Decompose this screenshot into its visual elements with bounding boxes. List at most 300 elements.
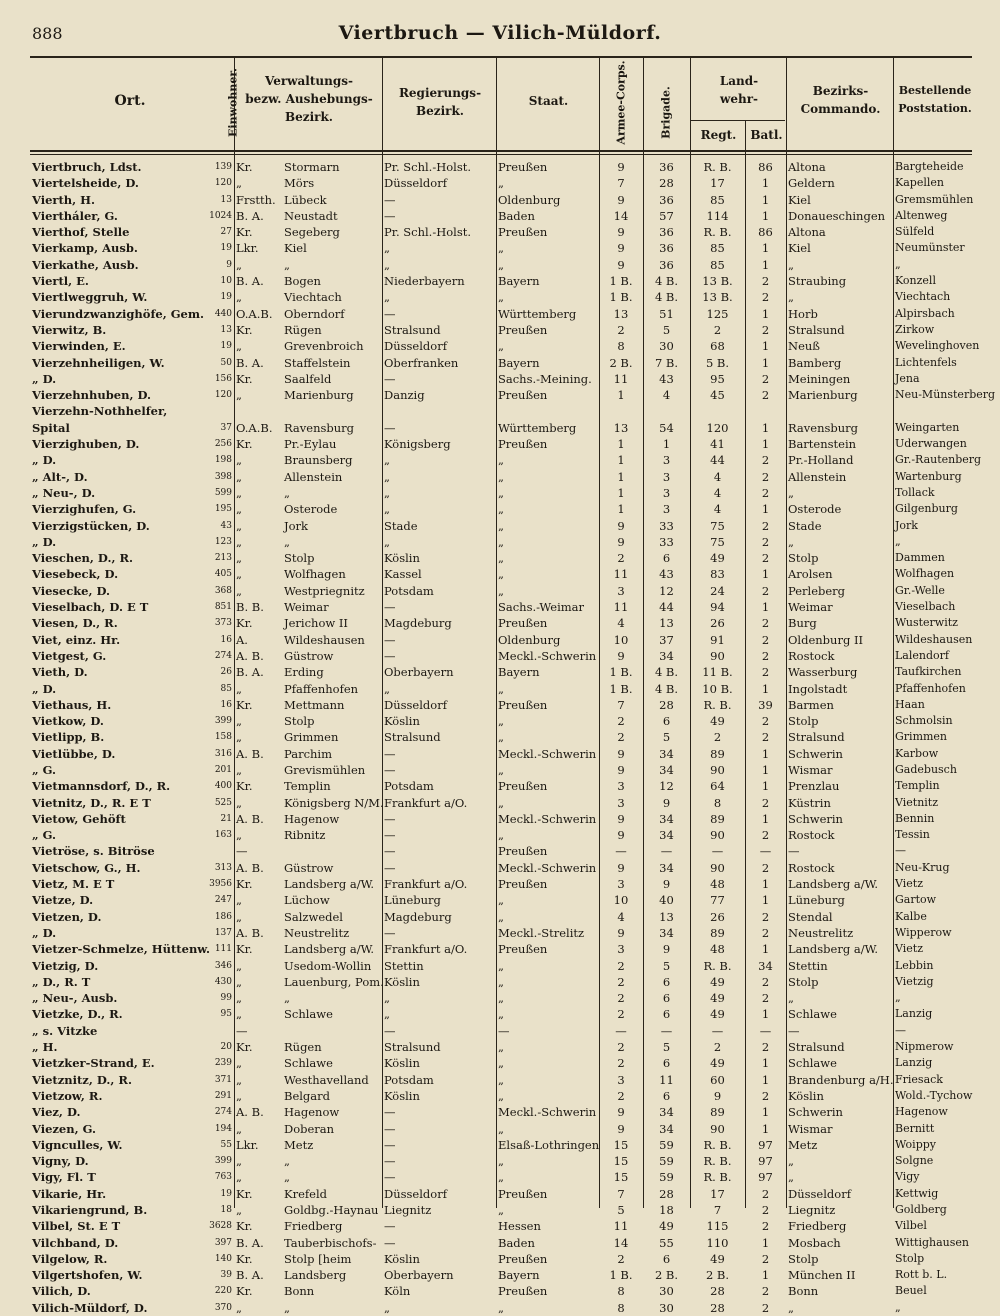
cell-ort: „ Neu-, D. xyxy=(32,485,96,500)
cell-bezirks-commando: Oldenburg II xyxy=(788,632,864,647)
cell-brigade: 36 xyxy=(659,160,674,174)
cell-bezirks-commando: Altona xyxy=(788,160,826,174)
table-row xyxy=(30,371,972,387)
table-row xyxy=(30,452,972,468)
cell-landwehr-batl xyxy=(745,403,786,419)
cell-landwehr-batl: 1 xyxy=(761,420,770,435)
cell-ort: Vierzighufen, G. xyxy=(32,502,137,517)
cell-staat: Preußen xyxy=(498,160,548,174)
cell-einwohner: 55 xyxy=(220,1139,232,1150)
header-ort: Ort. xyxy=(114,93,146,109)
cell-verwaltung-bezirk: Landsberg a/W. xyxy=(284,877,375,892)
table-row xyxy=(30,876,972,892)
cell-poststation: Stolp xyxy=(895,1251,925,1265)
cell-ort: Vieth, D. xyxy=(32,665,88,680)
cell-einwohner: 194 xyxy=(214,1123,232,1134)
cell-verwaltung-type: Lkr. xyxy=(236,241,259,256)
cell-einwohner: 18 xyxy=(220,1205,232,1215)
cell-landwehr-batl: 86 xyxy=(758,225,773,240)
cell-landwehr-regt: 49 xyxy=(710,974,725,989)
cell-bezirks-commando: Bartenstein xyxy=(788,437,857,452)
cell-bezirks-commando: Wismar xyxy=(788,1121,833,1136)
cell-verwaltung-type: Kr. xyxy=(236,437,253,452)
cell-ort: Vierzehn-Nothhelfer, xyxy=(32,404,168,419)
cell-armee-corps: 2 xyxy=(617,551,625,566)
cell-einwohner: 198 xyxy=(214,455,232,466)
cell-bezirks-commando: Friedberg xyxy=(788,1219,847,1234)
cell-ort: Vietkow, D. xyxy=(32,714,104,729)
cell-einwohner: 256 xyxy=(214,439,232,450)
cell-landwehr-regt: 26 xyxy=(710,616,725,631)
cell-einwohner: 120 xyxy=(214,390,232,401)
cell-landwehr-batl: 2 xyxy=(761,274,770,289)
cell-poststation: Woippy xyxy=(895,1137,936,1151)
table-row xyxy=(30,1169,972,1185)
cell-verwaltung-type: „ xyxy=(236,388,242,403)
cell-brigade: 6 xyxy=(662,974,671,989)
cell-verwaltung-type: A. B. xyxy=(236,925,264,940)
cell-staat: „ xyxy=(498,583,504,598)
cell-regierungsbezirk: Pr. Schl.-Holst. xyxy=(384,160,472,174)
landwehr-subrule xyxy=(690,120,785,121)
cell-poststation: Nipmerow xyxy=(895,1040,954,1054)
cell-brigade: 13 xyxy=(659,616,674,631)
cell-verwaltung-type: Kr. xyxy=(236,616,253,631)
cell-ort: Vikariengrund, B. xyxy=(32,1203,148,1217)
table-row xyxy=(30,1218,972,1234)
cell-armee-corps: 1 xyxy=(617,388,625,403)
cell-staat: — xyxy=(498,1023,510,1038)
cell-ort: Vierth, H. xyxy=(32,192,96,207)
cell-landwehr-batl: 2 xyxy=(761,828,770,843)
cell-regierungsbezirk: Düsseldorf xyxy=(384,697,447,712)
cell-brigade: 4 B. xyxy=(654,290,679,305)
cell-bezirks-commando: Weimar xyxy=(788,600,833,615)
cell-armee-corps: 1 xyxy=(617,453,625,468)
cell-verwaltung-bezirk: Lübeck xyxy=(284,192,327,207)
cell-einwohner: 43 xyxy=(220,520,232,531)
cell-poststation: Gartow xyxy=(895,893,937,907)
table-row xyxy=(30,1267,972,1283)
cell-verwaltung-bezirk: Friedberg xyxy=(284,1219,343,1234)
cell-landwehr-regt: 64 xyxy=(710,779,725,794)
table-row xyxy=(30,208,972,224)
cell-staat: Meckl.-Schwerin xyxy=(498,1105,597,1120)
cell-staat: Bayern xyxy=(498,665,540,680)
cell-landwehr-regt: 4 xyxy=(713,485,722,500)
cell-einwohner: 213 xyxy=(214,553,232,564)
cell-verwaltung-type: Kr. xyxy=(236,779,253,794)
cell-staat: „ xyxy=(498,991,504,1006)
cell-landwehr-batl: 2 xyxy=(761,534,770,549)
cell-bezirks-commando: Burg xyxy=(788,616,817,631)
cell-brigade: 33 xyxy=(659,518,674,533)
cell-verwaltung-bezirk: Grevenbroich xyxy=(284,339,364,354)
table-row xyxy=(30,648,972,664)
cell-landwehr-regt: 10 B. xyxy=(702,681,733,696)
cell-bezirks-commando: Straubing xyxy=(788,274,847,289)
cell-poststation: Lanzig xyxy=(895,1056,933,1070)
cell-verwaltung-type: „ xyxy=(236,339,242,354)
table-row xyxy=(30,550,972,566)
cell-poststation: Kapellen xyxy=(895,176,944,190)
cell-brigade: 4 B. xyxy=(654,274,679,289)
cell-verwaltung-type: Kr. xyxy=(236,1284,253,1299)
table-row xyxy=(30,436,972,452)
table-row xyxy=(30,192,972,208)
cell-landwehr-regt: 4 xyxy=(713,469,722,484)
table-row xyxy=(30,420,972,436)
cell-ort: Vigny, D. xyxy=(32,1154,89,1169)
cell-bezirks-commando: Altona xyxy=(788,225,826,240)
cell-landwehr-regt: 90 xyxy=(710,860,725,875)
cell-ort: Vietze, D. xyxy=(32,893,94,908)
cell-armee-corps: 11 xyxy=(613,567,629,582)
cell-einwohner: 50 xyxy=(220,357,232,368)
cell-staat: „ xyxy=(498,485,504,500)
cell-poststation: Bernitt xyxy=(895,1121,935,1135)
cell-brigade: 30 xyxy=(659,1300,674,1315)
cell-verwaltung-bezirk: Lauenburg, Pom. xyxy=(284,974,384,989)
cell-staat: „ xyxy=(498,551,504,566)
cell-brigade xyxy=(643,403,690,419)
cell-regierungsbezirk: Köslin xyxy=(384,974,420,989)
table-row xyxy=(30,909,972,925)
cell-einwohner: 370 xyxy=(214,1302,232,1313)
cell-armee-corps: 2 xyxy=(617,1007,625,1022)
cell-poststation: Schmolsin xyxy=(895,714,953,728)
table-row xyxy=(30,746,972,762)
cell-ort: Vieselbach, D. E T xyxy=(32,600,149,615)
cell-bezirks-commando: Düsseldorf xyxy=(788,1186,851,1201)
cell-regierungsbezirk: Pr. Schl.-Holst. xyxy=(384,225,472,240)
cell-landwehr-regt: 26 xyxy=(710,909,725,924)
cell-ort: Vierkamp, Ausb. xyxy=(32,241,138,256)
cell-brigade: 36 xyxy=(659,257,674,272)
cell-poststation: Konzell xyxy=(895,274,936,288)
cell-poststation: Zirkow xyxy=(895,322,935,336)
cell-bezirks-commando: Marienburg xyxy=(788,388,858,403)
cell-staat: Preußen xyxy=(498,877,548,892)
cell-verwaltung-bezirk: Pfaffenhofen xyxy=(284,681,359,696)
cell-brigade: 9 xyxy=(662,942,671,957)
cell-landwehr-batl: 2 xyxy=(761,453,770,468)
cell-poststation: Lanzig xyxy=(895,1007,933,1021)
cell-bezirks-commando: Stendal xyxy=(788,909,833,924)
cell-landwehr-regt: 8 xyxy=(713,795,722,810)
cell-bezirks-commando: Landsberg a/W. xyxy=(788,942,879,957)
cell-verwaltung-type: — xyxy=(236,1023,248,1038)
cell-armee-corps: 2 xyxy=(617,714,625,729)
cell-poststation: Gilgenburg xyxy=(895,502,958,516)
cell-verwaltung-bezirk: Landsberg xyxy=(284,1268,347,1283)
cell-landwehr-batl: 1 xyxy=(761,1121,770,1136)
cell-einwohner: 399 xyxy=(214,1156,232,1167)
cell-ort: Vilbel, St. E T xyxy=(32,1219,121,1234)
cell-ort: Vierthof, Stelle xyxy=(32,225,130,240)
cell-verwaltung-bezirk: Belgard xyxy=(284,1088,331,1103)
gazetteer-table xyxy=(30,159,996,1316)
cell-brigade: 54 xyxy=(659,420,674,435)
cell-regierungsbezirk: Lüneburg xyxy=(384,893,441,908)
cell-poststation: Bennin xyxy=(895,811,935,825)
cell-verwaltung-bezirk: Wildeshausen xyxy=(284,632,365,647)
header-verwaltung: Verwaltungs- bezw. Aushebungs- Bezirk. xyxy=(245,74,373,124)
cell-ort: Viesebeck, D. xyxy=(32,567,119,582)
cell-staat: Preußen xyxy=(498,1284,548,1299)
cell-staat: Preußen xyxy=(498,388,548,403)
cell-ort: „ H. xyxy=(32,1040,58,1055)
cell-einwohner: 27 xyxy=(220,227,232,238)
cell-verwaltung-type: „ xyxy=(236,681,242,696)
cell-verwaltung-type: B. A. xyxy=(236,208,264,223)
cell-regierungsbezirk: Köslin xyxy=(384,714,420,729)
cell-armee-corps: 10 xyxy=(613,632,629,647)
cell-poststation: „ xyxy=(895,534,901,548)
cell-regierungsbezirk: — xyxy=(384,1219,396,1234)
cell-verwaltung-type: „ xyxy=(236,991,242,1006)
cell-staat: „ xyxy=(498,714,504,729)
table-row xyxy=(30,1202,972,1218)
cell-regierungsbezirk: Köslin xyxy=(384,551,420,566)
cell-staat: „ xyxy=(498,762,504,777)
cell-ort: Vietlipp, B. xyxy=(32,730,105,745)
cell-verwaltung-type: „ xyxy=(236,502,242,517)
cell-armee-corps: 9 xyxy=(617,192,625,207)
cell-regierungsbezirk: Kassel xyxy=(384,567,422,582)
cell-landwehr-regt: 24 xyxy=(710,583,725,598)
cell-armee-corps: 9 xyxy=(617,648,625,663)
cell-regierungsbezirk: „ xyxy=(384,257,390,272)
cell-ort: „ G. xyxy=(32,828,57,843)
cell-einwohner: 525 xyxy=(214,797,232,808)
cell-regierungsbezirk: „ xyxy=(384,502,390,517)
cell-einwohner: 95 xyxy=(220,1009,232,1020)
cell-landwehr-batl: 2 xyxy=(761,632,770,647)
cell-armee-corps: 2 xyxy=(617,1088,625,1103)
cell-ort: Viethaus, H. xyxy=(32,697,112,712)
cell-verwaltung-bezirk: Krefeld xyxy=(284,1186,327,1201)
cell-armee-corps: 1 B. xyxy=(609,274,633,289)
cell-poststation: Jork xyxy=(895,518,918,532)
cell-armee-corps: 1 xyxy=(617,469,625,484)
cell-brigade: 5 xyxy=(662,1040,671,1055)
cell-staat: Württemberg xyxy=(498,420,577,435)
cell-landwehr-batl: 34 xyxy=(758,958,773,973)
cell-landwehr-batl: 97 xyxy=(758,1137,773,1152)
cell-brigade: 59 xyxy=(659,1170,674,1185)
cell-armee-corps: 2 xyxy=(617,730,625,745)
cell-brigade: 43 xyxy=(659,567,674,582)
cell-staat: „ xyxy=(498,339,504,354)
cell-ort: Vierzehnhuben, D. xyxy=(32,388,152,403)
cell-bezirks-commando: Wismar xyxy=(788,762,833,777)
cell-verwaltung-bezirk: Salzwedel xyxy=(284,909,343,924)
cell-regierungsbezirk: Niederbayern xyxy=(384,274,465,289)
cell-ort: Viezen, G. xyxy=(32,1121,97,1136)
cell-ort: Vietzig, D. xyxy=(32,958,99,973)
cell-verwaltung-type: — xyxy=(236,844,248,859)
cell-staat: „ xyxy=(498,795,504,810)
cell-bezirks-commando xyxy=(786,403,893,419)
cell-staat: „ xyxy=(498,909,504,924)
cell-verwaltung-type: „ xyxy=(236,518,242,533)
cell-brigade: 28 xyxy=(659,176,674,191)
cell-verwaltung-bezirk: Jork xyxy=(284,518,308,533)
cell-bezirks-commando: Mosbach xyxy=(788,1235,841,1250)
cell-landwehr-batl: 86 xyxy=(758,160,773,174)
cell-verwaltung-type: „ xyxy=(236,958,242,973)
cell-landwehr-regt: 90 xyxy=(710,762,725,777)
cell-einwohner: 3628 xyxy=(209,1221,232,1232)
cell-poststation: Wittighausen xyxy=(895,1235,969,1249)
cell-landwehr-batl: 1 xyxy=(761,942,770,957)
cell-poststation: Weingarten xyxy=(895,420,960,434)
cell-staat: Preußen xyxy=(498,322,548,337)
cell-verwaltung-type: A. B. xyxy=(236,1105,264,1120)
cell-poststation: „ xyxy=(895,1300,901,1314)
cell-ort: Viez, D. xyxy=(32,1105,81,1120)
cell-verwaltung-bezirk xyxy=(282,1023,382,1039)
cell-regierungsbezirk: Potsdam xyxy=(384,1072,434,1087)
cell-brigade: 55 xyxy=(659,1235,674,1250)
table-row xyxy=(30,1300,972,1316)
cell-poststation: Tollack xyxy=(895,485,935,499)
cell-regierungsbezirk: „ xyxy=(384,534,390,549)
cell-staat: Bayern xyxy=(498,1268,540,1283)
cell-landwehr-regt: 89 xyxy=(710,925,725,940)
cell-poststation: — xyxy=(895,844,906,858)
cell-armee-corps: 7 xyxy=(617,1186,625,1201)
cell-brigade: 6 xyxy=(662,551,671,566)
table-row xyxy=(30,518,972,534)
cell-staat: Preußen xyxy=(498,942,548,957)
cell-ort: Viesen, D., R. xyxy=(32,616,118,631)
cell-poststation: Vietz xyxy=(895,942,923,956)
cell-staat: „ xyxy=(498,730,504,745)
cell-einwohner: 19 xyxy=(220,341,232,352)
table-row xyxy=(30,713,972,729)
cell-verwaltung-type: „ xyxy=(236,257,242,272)
table-row xyxy=(30,1186,972,1202)
table-row xyxy=(30,485,972,501)
cell-regierungsbezirk: „ xyxy=(384,290,390,305)
cell-regierungsbezirk: — xyxy=(384,1235,396,1250)
cell-armee-corps: 9 xyxy=(617,160,625,174)
cell-armee-corps: 2 B. xyxy=(609,355,633,370)
cell-einwohner xyxy=(202,843,234,859)
cell-bezirks-commando: „ xyxy=(788,991,794,1006)
cell-poststation: Wevelinghoven xyxy=(895,339,980,353)
cell-landwehr-regt: R. B. xyxy=(703,697,732,712)
cell-verwaltung-type: Kr. xyxy=(236,322,253,337)
cell-brigade: 2 B. xyxy=(654,1268,679,1283)
cell-regierungsbezirk: — xyxy=(384,306,396,321)
cell-brigade: 34 xyxy=(659,925,674,940)
cell-verwaltung-type: „ xyxy=(236,551,242,566)
cell-poststation: Wipperow xyxy=(895,925,952,939)
cell-einwohner: 139 xyxy=(214,162,232,172)
cell-landwehr-batl: 97 xyxy=(758,1154,773,1169)
cell-ort: Vietzow, R. xyxy=(32,1088,103,1103)
cell-armee-corps: 3 xyxy=(617,779,625,794)
cell-poststation: Viechtach xyxy=(895,290,951,304)
cell-bezirks-commando: Donaueschingen xyxy=(788,208,886,223)
cell-verwaltung-bezirk: Güstrow xyxy=(284,860,334,875)
cell-verwaltung-bezirk: Rügen xyxy=(284,1040,322,1055)
cell-landwehr-regt: 28 xyxy=(710,1300,725,1315)
cell-brigade: 3 xyxy=(662,502,671,517)
cell-verwaltung-type: Lkr. xyxy=(236,1137,259,1152)
cell-regierungsbezirk: „ xyxy=(384,991,390,1006)
cell-regierungsbezirk: — xyxy=(384,1137,396,1152)
cell-landwehr-regt: 95 xyxy=(710,371,725,386)
cell-bezirks-commando: „ xyxy=(788,1300,794,1315)
cell-verwaltung-bezirk: Schlawe xyxy=(284,1007,333,1022)
cell-brigade: 11 xyxy=(659,1072,674,1087)
cell-landwehr-batl: 1 xyxy=(761,1235,770,1250)
header-brigade: Brigade. xyxy=(659,86,673,139)
cell-verwaltung-bezirk: Güstrow xyxy=(284,648,334,663)
cell-armee-corps: 2 xyxy=(617,958,625,973)
cell-landwehr-regt: 48 xyxy=(710,877,725,892)
cell-armee-corps: 14 xyxy=(613,1235,629,1250)
cell-landwehr-batl: 2 xyxy=(761,795,770,810)
cell-poststation: Rott b. L. xyxy=(895,1268,948,1282)
cell-verwaltung-bezirk: Stolp xyxy=(284,714,315,729)
cell-landwehr-batl: — xyxy=(759,844,772,859)
cell-landwehr-batl: 2 xyxy=(761,1284,770,1299)
cell-poststation: Templin xyxy=(895,779,940,793)
cell-brigade: 9 xyxy=(662,877,671,892)
header-regierung: Regierungs- Bezirk. xyxy=(398,86,482,118)
cell-ort: „ D., R. T xyxy=(32,974,91,989)
table-row xyxy=(30,990,972,1006)
cell-verwaltung-type: Kr. xyxy=(236,1186,253,1201)
cell-armee-corps: 5 xyxy=(617,1203,625,1217)
header-batl: Batl. xyxy=(750,128,783,142)
cell-landwehr-regt: 94 xyxy=(710,600,725,615)
cell-poststation: Vieselbach xyxy=(895,600,956,614)
cell-regierungsbezirk: Düsseldorf xyxy=(384,339,447,354)
cell-verwaltung-bezirk: Rügen xyxy=(284,322,322,337)
cell-einwohner: 3956 xyxy=(209,879,232,890)
table-row xyxy=(30,892,972,908)
cell-landwehr-batl: 1 xyxy=(761,681,770,696)
cell-ort: „ D. xyxy=(32,453,57,468)
cell-verwaltung-bezirk: Schlawe xyxy=(284,1056,333,1071)
cell-landwehr-batl: 2 xyxy=(761,648,770,663)
cell-verwaltung-bezirk: Ribnitz xyxy=(284,828,326,843)
cell-verwaltung-type: „ xyxy=(236,730,242,745)
cell-landwehr-regt: 110 xyxy=(706,1235,729,1250)
cell-landwehr-batl: 1 xyxy=(761,567,770,582)
cell-staat: „ xyxy=(498,1203,504,1217)
cell-verwaltung-bezirk: Landsberg a/W. xyxy=(284,942,375,957)
cell-ort: Vierzighuben, D. xyxy=(32,437,140,452)
cell-verwaltung-type: Kr. xyxy=(236,371,253,386)
cell-landwehr-batl: 2 xyxy=(761,388,770,403)
cell-landwehr-batl: 1 xyxy=(761,1072,770,1087)
cell-poststation: Jena xyxy=(895,371,920,385)
cell-einwohner: 313 xyxy=(214,862,232,873)
cell-verwaltung-type: „ xyxy=(236,290,242,305)
cell-poststation: Wolfhagen xyxy=(895,567,955,581)
cell-einwohner: 1024 xyxy=(209,210,232,221)
cell-verwaltung-type: „ xyxy=(236,1056,242,1071)
cell-landwehr-batl: 2 xyxy=(761,583,770,598)
cell-verwaltung-bezirk: Oberndorf xyxy=(284,306,345,321)
